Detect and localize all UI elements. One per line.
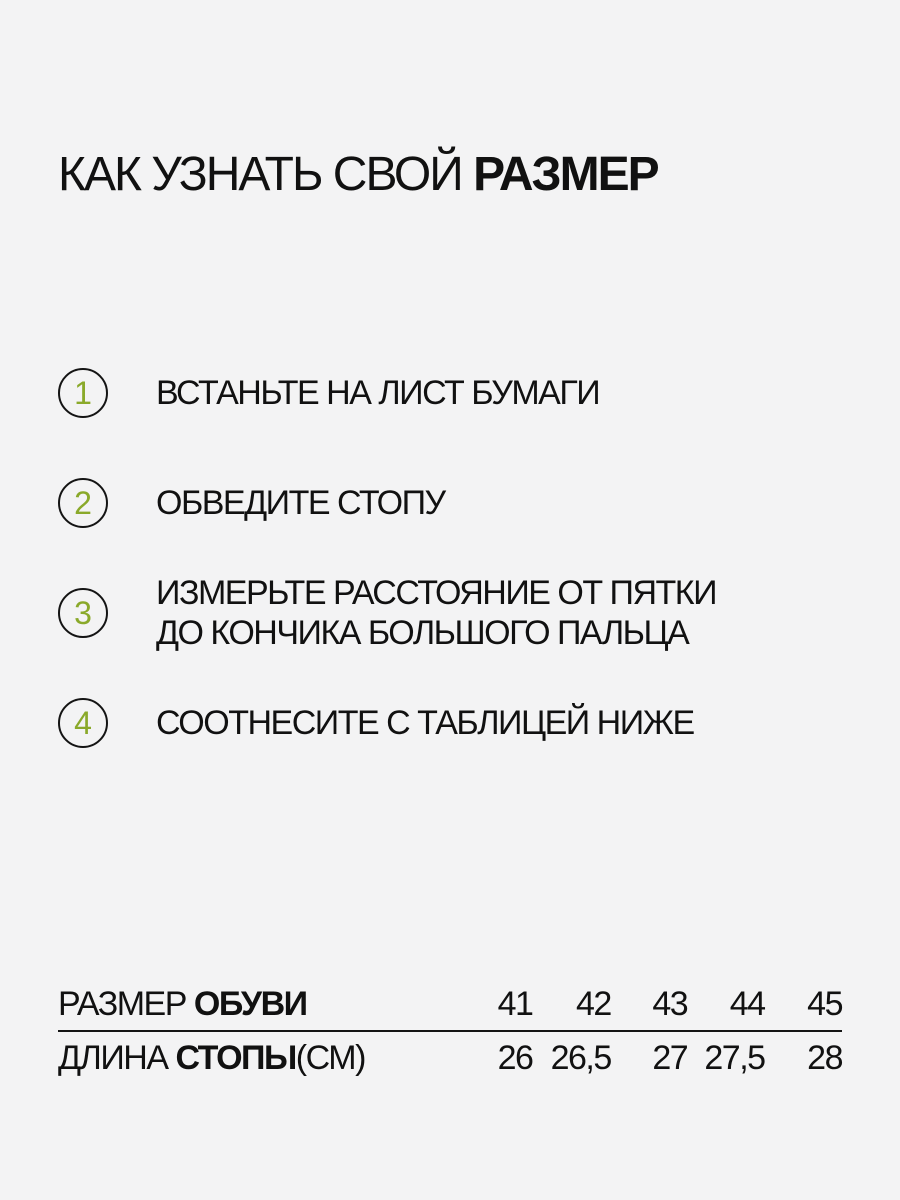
table-cell: 27 (652, 1038, 688, 1077)
step-text-line: ДО КОНЧИКА БОЛЬШОГО ПАЛЬЦА (156, 614, 689, 652)
step-number-badge: 2 (58, 478, 108, 528)
step-text-line: СООТНЕСИТЕ С ТАБЛИЦЕЙ НИЖЕ (156, 704, 694, 742)
step-text (156, 573, 716, 653)
table-cell: 43 (611, 978, 687, 1031)
size-chart-table (58, 978, 842, 1084)
step-text-line: ОБВЕДИТЕ СТОПУ (156, 484, 445, 522)
step-number-badge: 3 (58, 588, 108, 638)
table-cell: 45 (765, 978, 842, 1031)
step-number-badge: 1 (58, 368, 108, 418)
label-regular: РАЗМЕР (58, 984, 186, 1023)
step-text (156, 483, 445, 523)
label-bold: ОБУВИ (193, 984, 307, 1023)
steps-list (58, 0, 858, 800)
label-suffix: (СМ) (295, 1038, 365, 1077)
step-text-line: ИЗМЕРЬТЕ РАССТОЯНИЕ ОТ ПЯТКИ (156, 574, 717, 612)
label-regular: ДЛИНА (58, 1038, 168, 1077)
row-label-foot-length (58, 1031, 480, 1084)
table-row-foot-length (58, 1031, 842, 1084)
table-cell: 27,5 (704, 1038, 765, 1077)
table-cell: 44 (687, 978, 764, 1031)
step-number-badge: 4 (58, 698, 108, 748)
step-text (156, 373, 599, 413)
title-regular: КАК УЗНАТЬ СВОЙ (58, 148, 462, 201)
table-cell: 28 (807, 1038, 842, 1077)
table-row-shoe-size (58, 978, 842, 1031)
label-bold: СТОПЫ (175, 1038, 296, 1077)
step-text-line: ВСТАНЬТЕ НА ЛИСТ БУМАГИ (156, 374, 600, 412)
table-cell: 26,5 (550, 1038, 611, 1077)
table-cell: 42 (532, 978, 610, 1031)
table-cell: 41 (480, 978, 532, 1031)
step-text (156, 703, 694, 743)
row-label-shoe-size (58, 978, 480, 1031)
title-bold: РАЗМЕР (473, 148, 658, 201)
table-cell: 26 (497, 1038, 533, 1077)
